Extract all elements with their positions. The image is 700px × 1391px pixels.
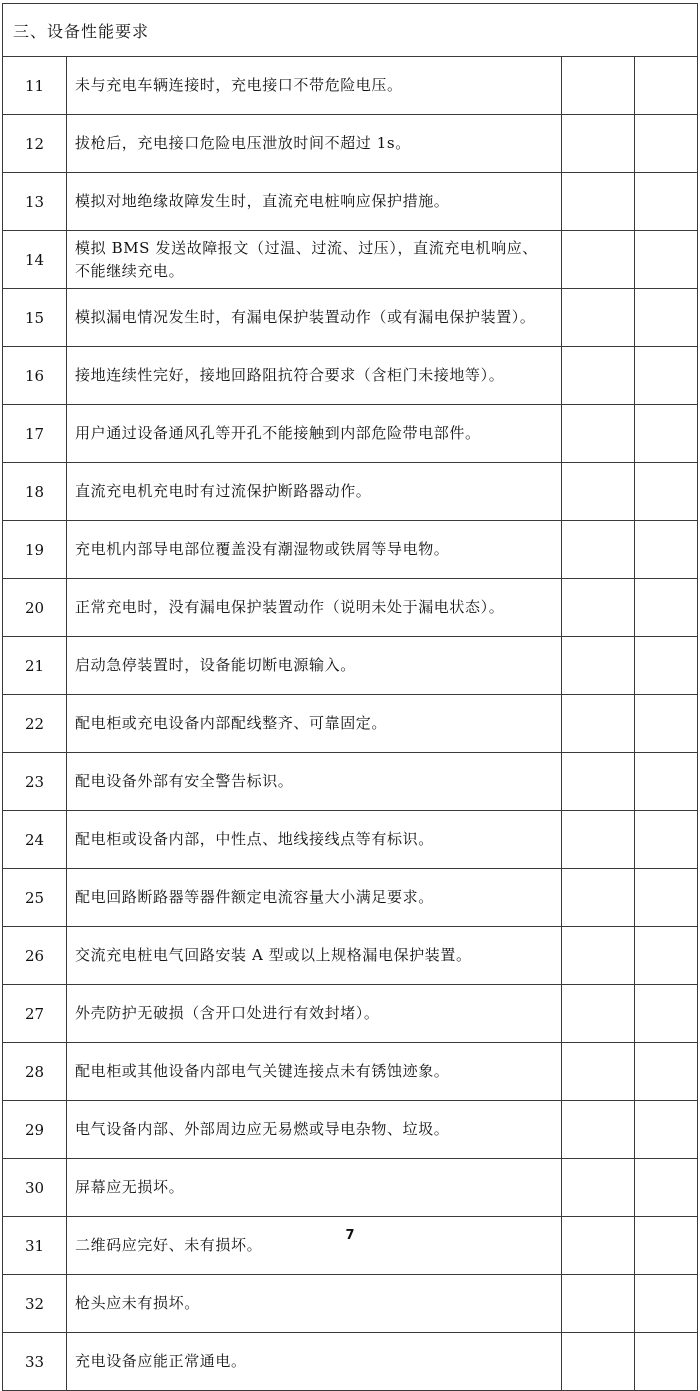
table-row	[3, 115, 698, 173]
item-number: 29	[3, 1101, 67, 1159]
remarks-cell[interactable]	[635, 985, 698, 1043]
item-requirement: 配电回路断路器等器件额定电流容量大小满足要求。	[67, 869, 562, 927]
item-requirement: 模拟漏电情况发生时，有漏电保护装置动作（或有漏电保护装置）。	[67, 289, 562, 347]
item-requirement: 枪头应未有损坏。	[67, 1275, 562, 1333]
item-number: 17	[3, 405, 67, 463]
table-row	[3, 869, 698, 927]
remarks-cell[interactable]	[635, 1043, 698, 1101]
item-requirement: 模拟 BMS 发送故障报文（过温、过流、过压），直流充电机响应、不能继续充电。	[67, 231, 562, 289]
table-row	[3, 811, 698, 869]
remarks-cell[interactable]	[635, 231, 698, 289]
item-requirement: 模拟对地绝缘故障发生时，直流充电桩响应保护措施。	[67, 173, 562, 231]
check-result-cell[interactable]	[562, 173, 635, 231]
check-result-cell[interactable]	[562, 811, 635, 869]
item-requirement: 启动急停装置时，设备能切断电源输入。	[67, 637, 562, 695]
item-requirement: 屏幕应无损坏。	[67, 1159, 562, 1217]
remarks-cell[interactable]	[635, 347, 698, 405]
table-row	[3, 347, 698, 405]
remarks-cell[interactable]	[635, 753, 698, 811]
remarks-cell[interactable]	[635, 811, 698, 869]
check-result-cell[interactable]	[562, 869, 635, 927]
check-result-cell[interactable]	[562, 1101, 635, 1159]
table-row	[3, 1043, 698, 1101]
table-row	[3, 521, 698, 579]
item-number: 30	[3, 1159, 67, 1217]
check-result-cell[interactable]	[562, 115, 635, 173]
check-result-cell[interactable]	[562, 347, 635, 405]
item-number: 27	[3, 985, 67, 1043]
item-number: 15	[3, 289, 67, 347]
remarks-cell[interactable]	[635, 869, 698, 927]
table-row	[3, 1101, 698, 1159]
item-number: 26	[3, 927, 67, 985]
item-number: 16	[3, 347, 67, 405]
remarks-cell[interactable]	[635, 1101, 698, 1159]
item-number: 23	[3, 753, 67, 811]
table-row	[3, 231, 698, 289]
remarks-cell[interactable]	[635, 115, 698, 173]
checklist-table-body	[3, 4, 698, 1391]
check-result-cell[interactable]	[562, 57, 635, 115]
check-result-cell[interactable]	[562, 1159, 635, 1217]
check-result-cell[interactable]	[562, 985, 635, 1043]
table-row	[3, 753, 698, 811]
table-row	[3, 985, 698, 1043]
remarks-cell[interactable]	[635, 579, 698, 637]
item-requirement: 二维码应完好、未有损坏。	[67, 1217, 562, 1275]
item-number: 18	[3, 463, 67, 521]
table-row	[3, 927, 698, 985]
checklist-sheet	[2, 3, 697, 1391]
table-row	[3, 1217, 698, 1275]
check-result-cell[interactable]	[562, 521, 635, 579]
item-number: 20	[3, 579, 67, 637]
item-number: 33	[3, 1333, 67, 1391]
section-header-row	[3, 4, 698, 57]
table-row	[3, 57, 698, 115]
checklist-table	[2, 3, 698, 1391]
check-result-cell[interactable]	[562, 637, 635, 695]
item-requirement: 接地连续性完好，接地回路阻抗符合要求（含柜门未接地等）。	[67, 347, 562, 405]
table-row	[3, 173, 698, 231]
item-number: 25	[3, 869, 67, 927]
check-result-cell[interactable]	[562, 231, 635, 289]
item-number: 32	[3, 1275, 67, 1333]
item-requirement: 配电柜或其他设备内部电气关键连接点未有锈蚀迹象。	[67, 1043, 562, 1101]
item-number: 19	[3, 521, 67, 579]
check-result-cell[interactable]	[562, 1217, 635, 1275]
table-row	[3, 463, 698, 521]
check-result-cell[interactable]	[562, 695, 635, 753]
item-requirement: 外壳防护无破损（含开口处进行有效封堵）。	[67, 985, 562, 1043]
item-number: 21	[3, 637, 67, 695]
remarks-cell[interactable]	[635, 927, 698, 985]
item-requirement: 直流充电机充电时有过流保护断路器动作。	[67, 463, 562, 521]
check-result-cell[interactable]	[562, 1043, 635, 1101]
item-number: 13	[3, 173, 67, 231]
item-requirement: 充电设备应能正常通电。	[67, 1333, 562, 1391]
item-requirement: 配电设备外部有安全警告标识。	[67, 753, 562, 811]
table-row	[3, 289, 698, 347]
remarks-cell[interactable]	[635, 1217, 698, 1275]
item-number: 31	[3, 1217, 67, 1275]
item-number: 22	[3, 695, 67, 753]
check-result-cell[interactable]	[562, 1333, 635, 1391]
item-requirement: 交流充电桩电气回路安装 A 型或以上规格漏电保护装置。	[67, 927, 562, 985]
remarks-cell[interactable]	[635, 173, 698, 231]
remarks-cell[interactable]	[635, 695, 698, 753]
check-result-cell[interactable]	[562, 289, 635, 347]
item-requirement: 正常充电时，没有漏电保护装置动作（说明未处于漏电状态）。	[67, 579, 562, 637]
check-result-cell[interactable]	[562, 1275, 635, 1333]
check-result-cell[interactable]	[562, 463, 635, 521]
check-result-cell[interactable]	[562, 753, 635, 811]
item-requirement: 用户通过设备通风孔等开孔不能接触到内部危险带电部件。	[67, 405, 562, 463]
item-number: 11	[3, 57, 67, 115]
table-row	[3, 405, 698, 463]
remarks-cell[interactable]	[635, 637, 698, 695]
remarks-cell[interactable]	[635, 405, 698, 463]
remarks-cell[interactable]	[635, 1333, 698, 1391]
check-result-cell[interactable]	[562, 579, 635, 637]
item-requirement: 未与充电车辆连接时，充电接口不带危险电压。	[67, 57, 562, 115]
table-row	[3, 579, 698, 637]
item-requirement: 拔枪后，充电接口危险电压泄放时间不超过 1s。	[67, 115, 562, 173]
item-number: 12	[3, 115, 67, 173]
item-requirement: 电气设备内部、外部周边应无易燃或导电杂物、垃圾。	[67, 1101, 562, 1159]
remarks-cell[interactable]	[635, 1159, 698, 1217]
table-row	[3, 1275, 698, 1333]
remarks-cell[interactable]	[635, 1275, 698, 1333]
check-result-cell[interactable]	[562, 405, 635, 463]
item-number: 14	[3, 231, 67, 289]
remarks-cell[interactable]	[635, 463, 698, 521]
section-title: 三、设备性能要求	[3, 4, 698, 57]
item-requirement: 配电柜或充电设备内部配线整齐、可靠固定。	[67, 695, 562, 753]
item-number: 24	[3, 811, 67, 869]
remarks-cell[interactable]	[635, 57, 698, 115]
item-requirement: 配电柜或设备内部，中性点、地线接线点等有标识。	[67, 811, 562, 869]
item-number: 28	[3, 1043, 67, 1101]
check-result-cell[interactable]	[562, 927, 635, 985]
table-row	[3, 695, 698, 753]
remarks-cell[interactable]	[635, 289, 698, 347]
remarks-cell[interactable]	[635, 521, 698, 579]
page-number: 7	[345, 1228, 355, 1243]
table-row	[3, 637, 698, 695]
item-requirement: 充电机内部导电部位覆盖没有潮湿物或铁屑等导电物。	[67, 521, 562, 579]
table-row	[3, 1333, 698, 1391]
table-row	[3, 1159, 698, 1217]
